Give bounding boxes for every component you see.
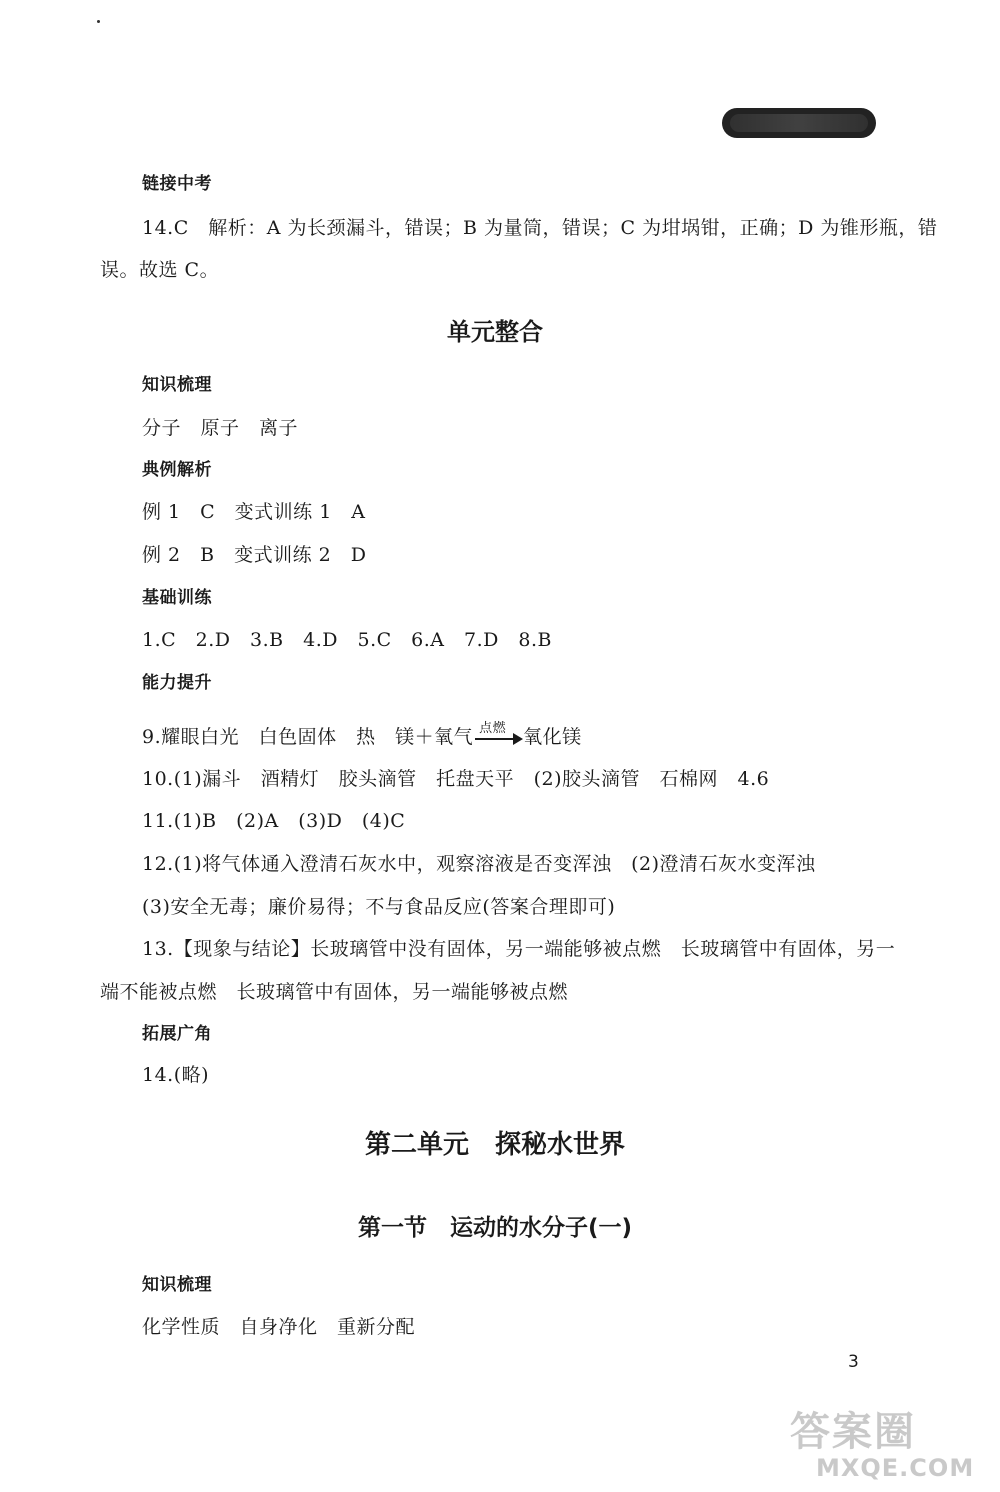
- reaction-condition: 点燃: [479, 721, 507, 736]
- section-heading-basic: 基础训练: [142, 588, 212, 608]
- section-heading-extension: 拓展广角: [142, 1024, 212, 1044]
- answer-line: 例 1 C 变式训练 1 A: [142, 501, 366, 523]
- section-heading-ability: 能力提升: [142, 673, 212, 693]
- answer-line: 13.【现象与结论】长玻璃管中没有固体，另一端能够被点燃 长玻璃管中有固体，另一: [142, 938, 896, 960]
- answer-line: 分子 原子 离子: [142, 417, 299, 439]
- answer-line: (3)安全无毒；廉价易得；不与食品反应(答案合理即可): [142, 896, 616, 918]
- answer-line: 10.(1)漏斗 酒精灯 胶头滴管 托盘天平 (2)胶头滴管 石棉网 4.6: [142, 768, 770, 790]
- answer-line: 端不能被点燃 长玻璃管中有固体，另一端能够被点燃: [100, 981, 569, 1003]
- answer-line: 误。故选 C。: [100, 259, 220, 281]
- chapter-tab-badge: [722, 108, 876, 138]
- unit-summary-title: 单元整合: [447, 318, 543, 346]
- answer-line: 11.(1)B (2)A (3)D (4)C: [142, 810, 406, 832]
- section-heading-knowledge: 知识梳理: [142, 375, 212, 395]
- page-number: 3: [848, 1352, 859, 1372]
- scan-dot: [97, 20, 100, 23]
- section-title: 第一节 运动的水分子(一): [357, 1215, 633, 1241]
- section-heading-knowledge: 知识梳理: [142, 1275, 212, 1295]
- answer-line-reaction: [142, 721, 582, 750]
- section-heading-examples: 典例解析: [142, 460, 212, 480]
- reaction-product: 氧化镁: [523, 726, 582, 748]
- watermark-url: MXQE.COM: [816, 1454, 975, 1482]
- answer-line: 1.C 2.D 3.B 4.D 5.C 6.A 7.D 8.B: [142, 629, 552, 651]
- answer-line: 化学性质 自身净化 重新分配: [142, 1316, 416, 1338]
- reaction-arrow-icon: [473, 721, 523, 750]
- answer-line: 例 2 B 变式训练 2 D: [142, 544, 367, 566]
- chapter-title: 第二单元 探秘水世界: [364, 1130, 625, 1160]
- reaction-reactants: 9.耀眼白光 白色固体 热 镁＋氧气: [142, 726, 474, 748]
- watermark-main: 答案圈: [790, 1409, 916, 1455]
- answer-line: 14.C 解析：A 为长颈漏斗，错误；B 为量筒，错误；C 为坩埚钳，正确；D 为锥形瓶，错: [142, 217, 938, 239]
- answer-line: 12.(1)将气体通入澄清石灰水中，观察溶液是否变浑浊 (2)澄清石灰水变浑浊: [142, 853, 816, 875]
- watermark-logo: [762, 1398, 992, 1488]
- answer-line: 14.(略): [142, 1064, 210, 1086]
- section-heading-link: 链接中考: [142, 174, 212, 194]
